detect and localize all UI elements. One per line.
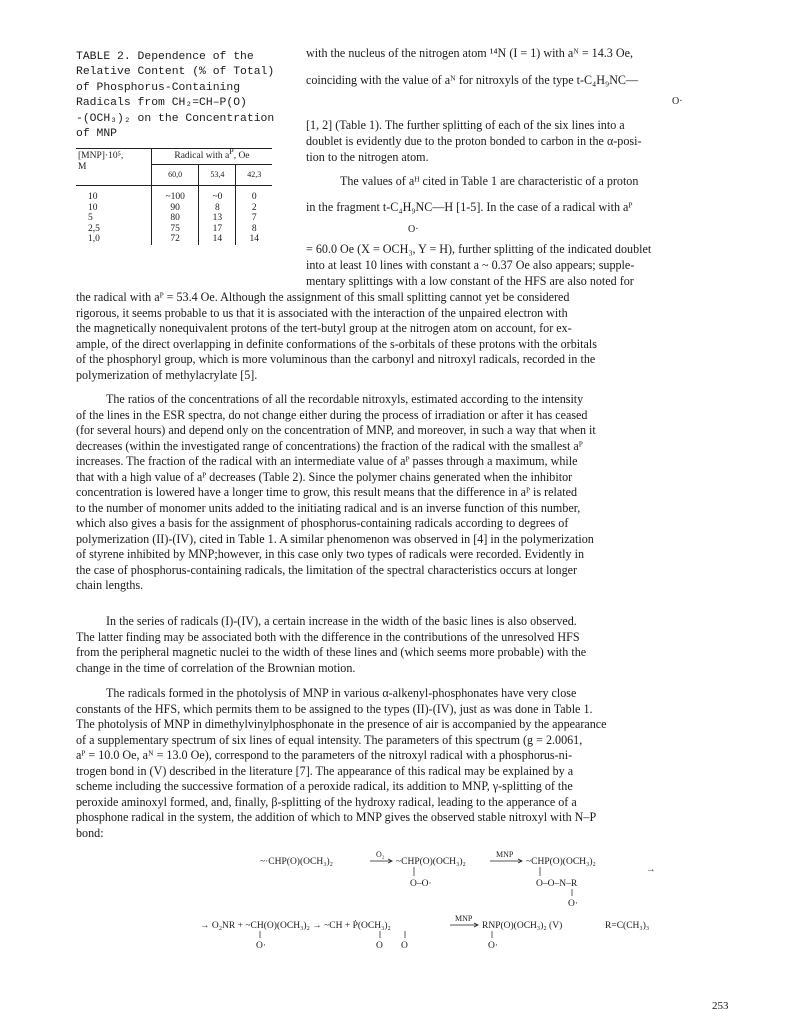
text-line: of the phosphoryl group, which is more voluminous than the carbonyl and nitroxyl radicals, recorded in the bbox=[76, 352, 596, 366]
text-line: the case of phosphorus-containing radicals, the limitation of the spectral characteristics occurs at longer bbox=[76, 562, 578, 577]
text-line: doublet is evidently due to the proton bonded to carbon in the α-posi- bbox=[306, 134, 642, 148]
text-line: change in the time of correlation of the Brownian motion. bbox=[76, 660, 356, 675]
text-line: ample, of the direct overlapping in definite conformations of the s-orbitals of these protons with the orbitals bbox=[76, 336, 597, 351]
scheme-fragment: O–O· bbox=[410, 879, 432, 889]
formula-oxyl: O· bbox=[408, 224, 419, 235]
scheme-species: ~CHP(O)(OCH₃)₂ bbox=[526, 857, 596, 867]
paragraph-2 bbox=[76, 392, 740, 594]
text-line: in the fragment t-C₄H₉NC—H [1-5]. In the case of a radical with aᴾ bbox=[306, 200, 633, 214]
scheme-reagent: O₂ bbox=[376, 850, 385, 859]
reaction-scheme bbox=[200, 848, 740, 958]
paragraph-3 bbox=[76, 614, 740, 676]
text-line: with the nucleus of the nitrogen atom ¹⁴N (I = 1) with aᴺ = 14.3 Oe, bbox=[306, 46, 633, 60]
mnp-header: [MNP]·10⁵, M bbox=[76, 149, 151, 186]
scheme-fragment: O· bbox=[256, 941, 267, 951]
formula-oxyl: O· bbox=[672, 96, 683, 107]
scheme-definition: R=C(CH₃)₃ bbox=[605, 921, 650, 931]
caption-line: -(OCH₃)₂ on the Concentration bbox=[76, 112, 275, 125]
text-line: chain lengths. bbox=[76, 578, 144, 592]
text-line: which also gives a basis for the assignment of phosphorus-containing radicals according to degrees of bbox=[76, 516, 569, 530]
text-line: The ratios of the concentrations of all the recordable nitroxyls, estimated according to the intensity bbox=[106, 392, 584, 406]
scheme-arrow-text: → bbox=[646, 865, 656, 875]
radical-group-header: Radical with $a^P$, Oe bbox=[151, 149, 272, 165]
text-line: mentary splittings with a low constant of the HFS are also noted for bbox=[306, 274, 634, 288]
text-line: phosphone radical in the system, the addition of which to MNP gives the observed stable nitroxyl with N–P bbox=[76, 810, 597, 824]
page-number: 253 bbox=[712, 1000, 729, 1012]
text-line: tion to the nitrogen atom. bbox=[306, 150, 429, 164]
scheme-line-2: → O₂NR + ~CH(O)(OCH₃)₂ → ~CH + Ṗ(OCH₃)₂ bbox=[200, 921, 391, 931]
text-line: the radical with aᴾ = 53.4 Oe. Although the assignment of this small splitting cannot yet be considered bbox=[76, 290, 570, 304]
text-line: to the number of monomer units added to the initiating radical and is an inverse function of this number, bbox=[76, 500, 581, 515]
caption-line: Relative Content (% of Total) bbox=[76, 66, 275, 79]
scheme-species: RNP(O)(OCH₃)₂ (V) bbox=[482, 921, 563, 931]
text-line: peroxide aminoxyl formed, and, finally, β-splitting of the hydroxy radical, leading to the apperance of a bbox=[76, 794, 577, 809]
text-line: polymerization of methylacrylate [5]. bbox=[76, 367, 258, 382]
text-line: trogen bond in (V) described in the literature [7]. The appearance of this radical may be explained by a bbox=[76, 763, 574, 778]
text-line: In the series of radicals (I)-(IV), a certain increase in the width of the basic lines is also observed. bbox=[106, 614, 577, 628]
subheader-cell: 42,3 bbox=[236, 164, 272, 186]
text-line: polymerization (II)-(IV), cited in Table 1. A similar phenomenon was observed in [4] in the polymerization bbox=[76, 531, 594, 546]
text-line: scheme including the successive formation of a peroxide radical, its addition to MNP, γ-splitting of the bbox=[76, 779, 573, 793]
caption-line: of Phosphorus-Containing bbox=[76, 81, 241, 94]
text-line: rigorous, it seems probable to us that it is associated with the interaction of the unpaired electron with bbox=[76, 305, 568, 320]
text-line: of the lines in the ESR spectra, do not change either during the process of irradiation or after it has ceased bbox=[76, 407, 588, 422]
text-line: The values of aᴴ cited in Table 1 are characteristic of a proton bbox=[340, 174, 639, 188]
text-line: constants of the HFS, which permits them to be assigned to the types (II)-(IV), just as was done in Table 1. bbox=[76, 701, 593, 716]
subheader-cell: 53,4 bbox=[199, 164, 236, 186]
scheme-species: ~·CHP(O)(OCH₃)₂ bbox=[260, 857, 333, 867]
text-line: = 60.0 Oe (X = OCH₃, Y = H), further splitting of the indicated doublet bbox=[306, 242, 652, 256]
text-line: of styrene inhibited by MNP;however, in this case only two types of radicals were recorded. Evidently in bbox=[76, 547, 584, 561]
text-line: coinciding with the value of aᴺ for nitroxyls of the type t-C₄H₉NC— bbox=[306, 73, 639, 87]
caption-line: TABLE 2. Dependence of the bbox=[76, 51, 254, 63]
text-line: into at least 10 lines with constant a ~ 0.37 Oe also appears; supple- bbox=[306, 258, 635, 272]
text-line: concentration is lowered have a longer time to grow, this result means that the difference in aᴾ is related bbox=[76, 485, 578, 499]
text-line: increases. The fraction of the radical with an intermediate value of aᴾ passes through a maximum, while bbox=[76, 454, 578, 468]
paragraph-4 bbox=[76, 686, 740, 841]
text-line: decreases (within the investigated range of concentrations) the fraction of the radical with the smallest aᴾ bbox=[76, 438, 583, 453]
caption-line: Radicals from CH₂=CH–P(O) bbox=[76, 97, 247, 110]
scheme-fragment: O bbox=[376, 941, 383, 951]
text-line: from the peripheral magnetic nuclei to the width of these lines and (which seems more probable) with the bbox=[76, 645, 587, 659]
scheme-reagent: MNP bbox=[455, 914, 473, 923]
text-line: (for several hours) and depend only on the concentration of MNP, and moreover, in such a way that when it bbox=[76, 423, 596, 437]
text-line: that with a high value of aᴾ decreases (Table 2). Since the polymer chains generated when the inhibitor bbox=[76, 469, 573, 484]
subheader-cell: 60,0 bbox=[151, 164, 199, 186]
text-line: the magnetically nonequivalent protons of the tert-butyl group at the nitrogen atom on account, for ex- bbox=[76, 321, 572, 335]
table-row: 10 90 8 2 bbox=[76, 203, 272, 214]
text-line: The radicals formed in the photolysis of MNP in various α-alkenyl-phosphonates have very close bbox=[106, 686, 577, 700]
scheme-fragment: O–O–N–R bbox=[536, 879, 578, 889]
table-caption bbox=[76, 50, 276, 142]
table-2 bbox=[76, 148, 272, 245]
text-line: [1, 2] (Table 1). The further splitting of each of the six lines into a bbox=[306, 118, 625, 132]
text-line: The photolysis of MNP in dimethylvinylphosphonate in the presence of air is accompanied by the appearance bbox=[76, 717, 607, 731]
table-row: 2,5 75 17 8 bbox=[76, 224, 272, 235]
paragraph-1-continuation bbox=[76, 290, 740, 383]
scheme-reagent: MNP bbox=[496, 850, 514, 859]
caption-line: of MNP bbox=[76, 128, 118, 141]
text-line: The latter finding may be associated both with the difference in the contributions of the unresolved HFS bbox=[76, 629, 580, 644]
scheme-fragment: O bbox=[401, 941, 408, 951]
table-row: 1,0 72 14 14 bbox=[76, 234, 272, 245]
table-row: 5 80 13 7 bbox=[76, 213, 272, 224]
text-line: bond: bbox=[76, 825, 104, 840]
text-line: aᴾ = 10.0 Oe, aᴺ = 13.0 Oe), correspond to the parameters of the nitroxyl radical with a phosphorus-ni- bbox=[76, 748, 573, 762]
text-line: of a supplementary spectrum of six lines of equal intensity. The parameters of this spectrum (g = 2.0061, bbox=[76, 732, 583, 747]
scheme-species: ~CHP(O)(OCH₃)₂ bbox=[396, 857, 466, 867]
scheme-fragment: O· bbox=[488, 941, 499, 951]
table-row: 10 ~100 ~0 0 bbox=[76, 186, 272, 203]
scheme-fragment: O· bbox=[568, 899, 579, 909]
